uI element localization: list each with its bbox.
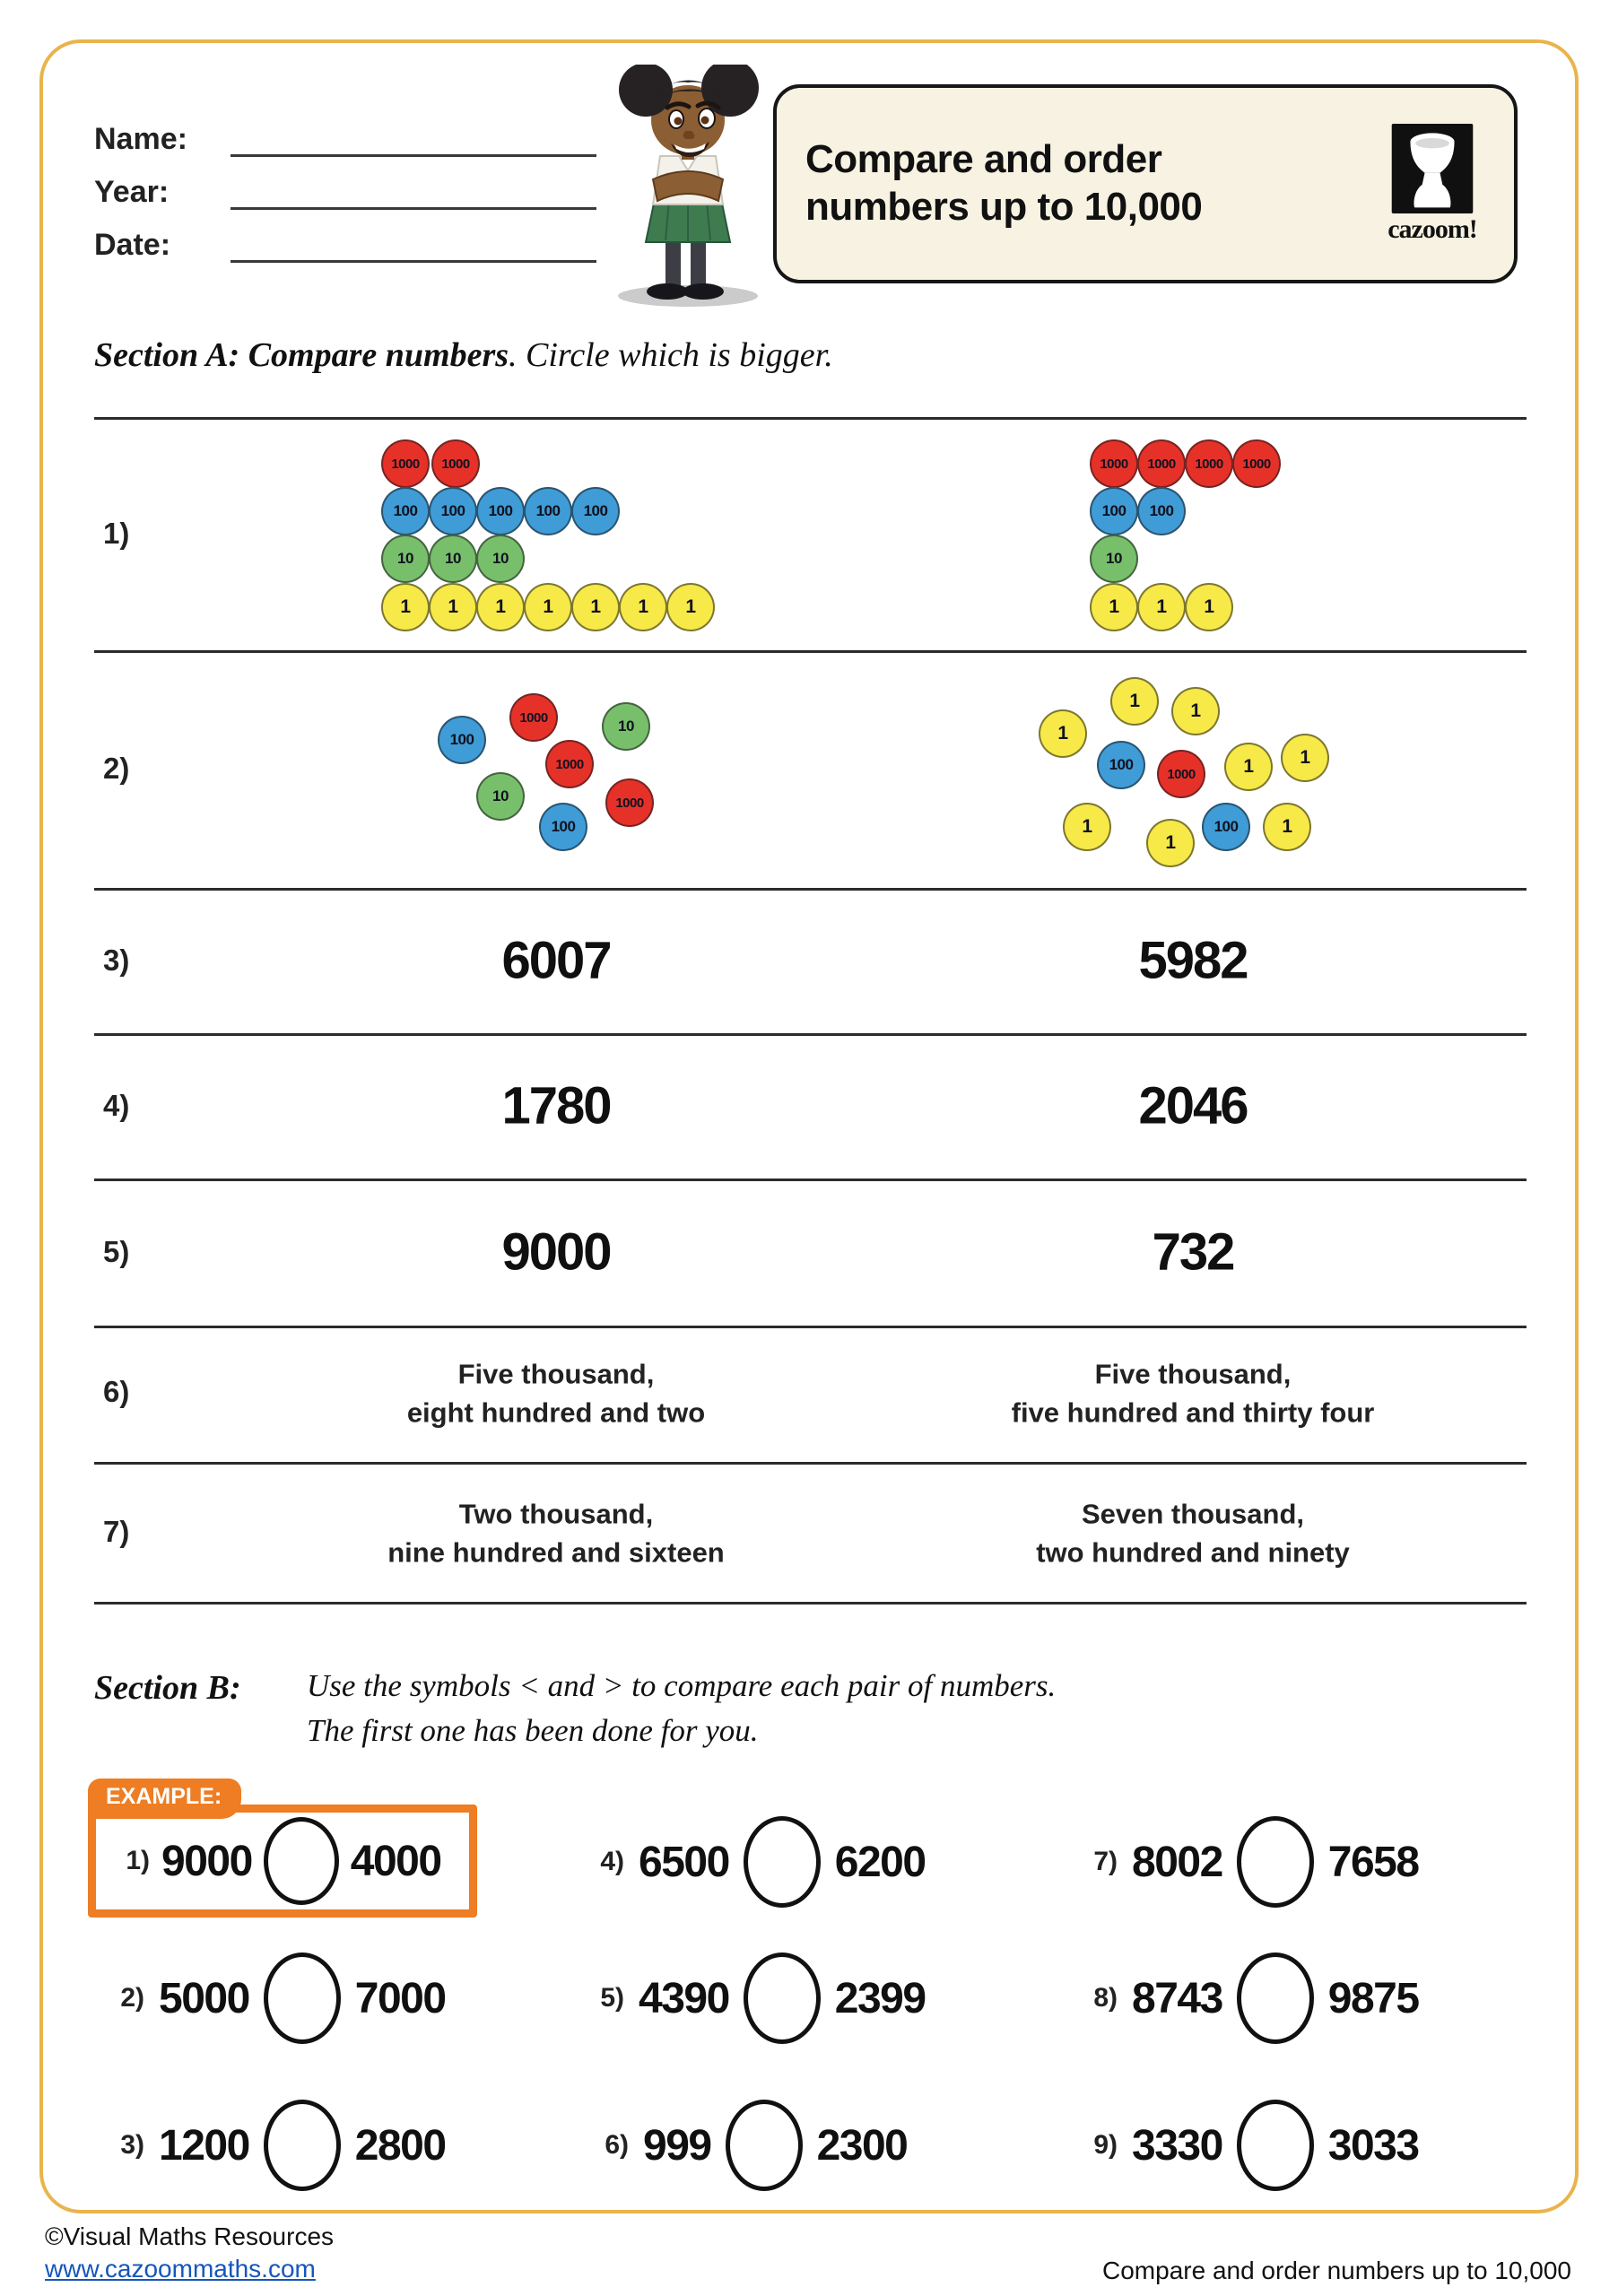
- counter-100: 100: [476, 487, 525, 535]
- compare-number-4-right[interactable]: 2046: [1138, 1076, 1248, 1135]
- title-line-1: Compare and order: [805, 137, 1162, 182]
- comparison-problem-8: [1076, 1952, 1419, 2044]
- comparison-problem-9: [1076, 2100, 1419, 2191]
- section-b-heading: [94, 1668, 241, 1708]
- counter-1000: 1000: [605, 778, 654, 827]
- compare-words-7-left[interactable]: [387, 1495, 725, 1573]
- counter-1000: 1000: [1232, 439, 1281, 488]
- comparison-problem-5: [583, 1952, 926, 2044]
- counter-1000: 1000: [431, 439, 480, 488]
- date-label: Date:: [94, 228, 171, 262]
- problem-left-value: 1200: [159, 2121, 249, 2170]
- problem-right-value: 6200: [834, 1838, 926, 1886]
- counter-100: 100: [1202, 803, 1250, 851]
- counter-1: 1: [1137, 583, 1186, 631]
- comparison-problem-3: [103, 2100, 446, 2191]
- compare-number-4-left[interactable]: 1780: [501, 1076, 611, 1135]
- compare-number-5-left[interactable]: 9000: [501, 1222, 611, 1282]
- compare-words-7-right[interactable]: [1036, 1495, 1350, 1573]
- row-label-6: 6): [103, 1375, 130, 1408]
- section-b-heading-bold: Section B:: [94, 1669, 241, 1707]
- comparison-circle[interactable]: [1237, 2100, 1314, 2191]
- compare-number-3-left[interactable]: 6007: [501, 931, 611, 990]
- comparison-circle[interactable]: [1237, 1816, 1314, 1908]
- counter-1: 1: [1090, 583, 1138, 631]
- words-line: eight hundred and two: [406, 1397, 706, 1429]
- problem-right-value: 2399: [834, 1974, 926, 2022]
- problem-number: 7): [1093, 1847, 1118, 1876]
- counter-1: 1: [1063, 803, 1111, 851]
- counter-100: 100: [524, 487, 572, 535]
- counter-100: 100: [571, 487, 620, 535]
- words-line: Five thousand,: [457, 1358, 655, 1390]
- counter-100: 100: [1090, 487, 1138, 535]
- counter-1: 1: [1171, 687, 1220, 735]
- problem-left-value: 9000: [161, 1837, 252, 1885]
- counter-10: 10: [381, 535, 430, 583]
- problem-right-value: 7000: [354, 1974, 446, 2022]
- words-line: five hundred and thirty four: [1011, 1397, 1375, 1429]
- counter-10: 10: [476, 772, 525, 821]
- comparison-circle[interactable]: [264, 1952, 341, 2044]
- row-label-4: 4): [103, 1089, 130, 1122]
- problem-right-value: 2300: [816, 2121, 908, 2170]
- problem-number: 8): [1093, 1983, 1118, 2013]
- footer-copyright: ©Visual Maths Resources: [45, 2222, 335, 2250]
- counter-10: 10: [476, 535, 525, 583]
- counter-1: 1: [1263, 803, 1311, 851]
- comparison-circle[interactable]: [264, 2100, 341, 2191]
- row-label-5: 5): [103, 1235, 130, 1268]
- problem-left-value: 8002: [1132, 1838, 1222, 1886]
- problem-right-value: 2800: [354, 2121, 446, 2170]
- counter-1000: 1000: [1090, 439, 1138, 488]
- problem-number: 5): [600, 1983, 624, 2013]
- cazoom-logo-text: cazoom!: [1387, 213, 1477, 244]
- problem-number: 9): [1093, 2130, 1118, 2160]
- comparison-circle[interactable]: [726, 2100, 803, 2191]
- counter-100: 100: [1137, 487, 1186, 535]
- counter-100: 100: [539, 803, 587, 851]
- comparison-problem-1: [96, 1813, 469, 1909]
- counter-1: 1: [476, 583, 525, 631]
- problem-left-value: 5000: [159, 1974, 249, 2022]
- problem-left-value: 6500: [639, 1838, 729, 1886]
- words-line: Two thousand,: [458, 1498, 654, 1530]
- words-line: Seven thousand,: [1081, 1498, 1305, 1530]
- counter-1: 1: [1185, 583, 1233, 631]
- counter-1: 1: [1146, 819, 1195, 867]
- counter-1000: 1000: [509, 693, 558, 742]
- comparison-circle[interactable]: [744, 1952, 821, 2044]
- counter-1: 1: [1281, 734, 1329, 782]
- compare-words-6-right[interactable]: [1012, 1355, 1375, 1433]
- counter-1: 1: [429, 583, 477, 631]
- counter-1: 1: [666, 583, 715, 631]
- problem-right-value: 9875: [1327, 1974, 1419, 2022]
- comparison-problem-2: [103, 1952, 446, 2044]
- counter-1000: 1000: [1137, 439, 1186, 488]
- counter-1000: 1000: [1157, 750, 1205, 798]
- section-a-heading-rest: . Circle which is bigger.: [509, 336, 833, 374]
- counter-1000: 1000: [1185, 439, 1233, 488]
- compare-words-6-left[interactable]: [407, 1355, 705, 1433]
- problem-left-value: 8743: [1132, 1974, 1222, 2022]
- words-line: two hundred and ninety: [1036, 1537, 1350, 1569]
- compare-number-3-right[interactable]: 5982: [1138, 931, 1248, 990]
- problem-number: 2): [120, 1983, 144, 2013]
- problem-left-value: 3330: [1132, 2121, 1222, 2170]
- name-label: Name:: [94, 122, 187, 156]
- counter-100: 100: [429, 487, 477, 535]
- counter-100: 100: [438, 716, 486, 764]
- footer-worksheet-title: Compare and order numbers up to 10,000: [1102, 2257, 1571, 2284]
- counter-1: 1: [1110, 677, 1159, 726]
- problem-right-value: 7658: [1327, 1838, 1419, 1886]
- comparison-problem-4: [583, 1816, 926, 1908]
- counter-1: 1: [381, 583, 430, 631]
- row-label-3: 3): [103, 944, 130, 977]
- counter-10: 10: [1090, 535, 1138, 583]
- comparison-circle[interactable]: [744, 1816, 821, 1908]
- counter-1000: 1000: [545, 740, 594, 788]
- problem-left-value: 4390: [639, 1974, 729, 2022]
- section-a-heading-bold: Section A: Compare numbers: [94, 336, 509, 374]
- comparison-problem-7: [1076, 1816, 1419, 1908]
- example-tab: EXAMPLE:: [88, 1779, 241, 1819]
- section-b-instruction-line-1: Use the symbols < and > to compare each pair of numbers.: [307, 1668, 1057, 1703]
- title-line-2: numbers up to 10,000: [805, 185, 1203, 229]
- words-line: nine hundred and sixteen: [387, 1537, 725, 1569]
- problem-left-value: 999: [643, 2121, 711, 2170]
- counter-10: 10: [429, 535, 477, 583]
- comparison-circle[interactable]: [264, 1817, 339, 1905]
- compare-number-5-right[interactable]: 732: [1152, 1222, 1234, 1282]
- counter-1: 1: [1224, 743, 1273, 791]
- counter-10: 10: [602, 702, 650, 751]
- words-line: Five thousand,: [1094, 1358, 1292, 1390]
- counter-1: 1: [524, 583, 572, 631]
- section-b-instruction-line-2: The first one has been done for you.: [307, 1713, 759, 1748]
- comparison-circle[interactable]: [1237, 1952, 1314, 2044]
- counter-100: 100: [381, 487, 430, 535]
- row-label-2: 2): [103, 752, 130, 785]
- problem-right-value: 3033: [1327, 2121, 1419, 2170]
- footer-website-link[interactable]: www.cazoommaths.com: [45, 2255, 316, 2283]
- problem-number: 1): [126, 1846, 150, 1875]
- problem-number: 6): [605, 2130, 629, 2160]
- row-label-7: 7): [103, 1515, 130, 1548]
- counter-1000: 1000: [381, 439, 430, 488]
- counter-100: 100: [1097, 741, 1145, 789]
- example-box: [88, 1784, 477, 1918]
- problem-right-value: 4000: [350, 1837, 441, 1885]
- counter-1: 1: [1039, 709, 1087, 758]
- problem-number: 4): [600, 1847, 624, 1876]
- counter-1: 1: [619, 583, 667, 631]
- comparison-problem-6: [587, 2100, 907, 2191]
- row-label-1: 1): [103, 517, 130, 550]
- year-label: Year:: [94, 175, 170, 209]
- problem-number: 3): [120, 2130, 144, 2160]
- counter-1: 1: [571, 583, 620, 631]
